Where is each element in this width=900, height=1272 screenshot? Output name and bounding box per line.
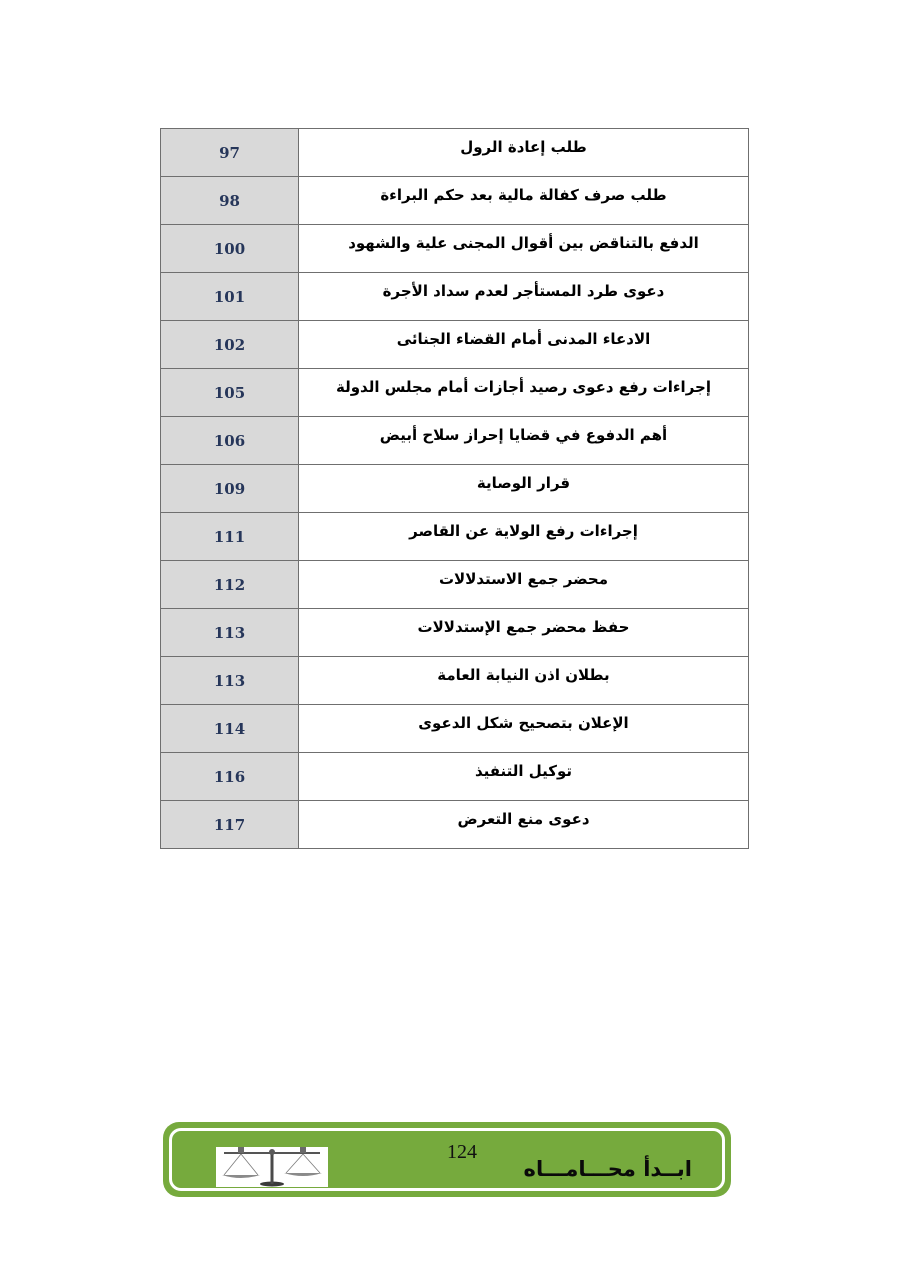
- toc-row: [161, 801, 749, 849]
- toc-row: [161, 225, 749, 273]
- toc-row: [161, 753, 749, 801]
- toc-entry-title: طلب إعادة الرول: [299, 129, 749, 177]
- toc-page-number: 102: [161, 321, 299, 369]
- toc-entry-title: محضر جمع الاستدلالات: [299, 561, 749, 609]
- toc-row: [161, 513, 749, 561]
- toc-row: [161, 129, 749, 177]
- toc-entry-title: حفظ محضر جمع الإستدلالات: [299, 609, 749, 657]
- toc-page-number: 113: [161, 657, 299, 705]
- toc-row: [161, 369, 749, 417]
- toc-entry-title: قرار الوصاية: [299, 465, 749, 513]
- toc-page-number: 105: [161, 369, 299, 417]
- toc-entry-title: الدفع بالتناقض بين أقوال المجنى علية والشهود: [299, 225, 749, 273]
- toc-entry-title: بطلان اذن النيابة العامة: [299, 657, 749, 705]
- scales-of-justice-graphic: [216, 1147, 328, 1187]
- toc-entry-title: الإعلان بتصحيح شكل الدعوى: [299, 705, 749, 753]
- toc-row: [161, 561, 749, 609]
- toc-row: [161, 705, 749, 753]
- toc-page-number: 113: [161, 609, 299, 657]
- toc-row: [161, 609, 749, 657]
- page-footer: [163, 1122, 731, 1197]
- toc-row: [161, 465, 749, 513]
- toc-entry-title: إجراءات رفع الولاية عن القاصر: [299, 513, 749, 561]
- toc-row: [161, 657, 749, 705]
- toc-page-number: 100: [161, 225, 299, 273]
- toc-page-number: 106: [161, 417, 299, 465]
- toc-entry-title: أهم الدفوع في قضايا إحراز سلاح أبيض: [299, 417, 749, 465]
- toc-entry-title: توكيل التنفيذ: [299, 753, 749, 801]
- toc-body: [161, 129, 749, 849]
- toc-page-number: 101: [161, 273, 299, 321]
- toc-entry-title: دعوى منع التعرض: [299, 801, 749, 849]
- toc-entry-title: دعوى طرد المستأجر لعدم سداد الأجرة: [299, 273, 749, 321]
- toc-page-number: 117: [161, 801, 299, 849]
- toc-row: [161, 321, 749, 369]
- brand-text: ابــدأ محـــامـــاه: [523, 1157, 692, 1181]
- toc-page-number: 111: [161, 513, 299, 561]
- toc-page-number: 109: [161, 465, 299, 513]
- toc-page-number: 97: [161, 129, 299, 177]
- toc-entry-title: طلب صرف كفالة مالية بعد حكم البراءة: [299, 177, 749, 225]
- toc-table: [160, 128, 749, 849]
- toc-entry-title: الادعاء المدنى أمام القضاء الجنائى: [299, 321, 749, 369]
- footer-frame: [169, 1128, 725, 1191]
- toc-page-number: 112: [161, 561, 299, 609]
- scales-of-justice-icon: [216, 1147, 328, 1187]
- toc-page-number: 98: [161, 177, 299, 225]
- toc-row: [161, 273, 749, 321]
- toc-row: [161, 177, 749, 225]
- toc-page-number: 116: [161, 753, 299, 801]
- toc-page-number: 114: [161, 705, 299, 753]
- page-number: 124: [447, 1141, 477, 1163]
- toc-row: [161, 417, 749, 465]
- toc-entry-title: إجراءات رفع دعوى رصيد أجازات أمام مجلس الدولة: [299, 369, 749, 417]
